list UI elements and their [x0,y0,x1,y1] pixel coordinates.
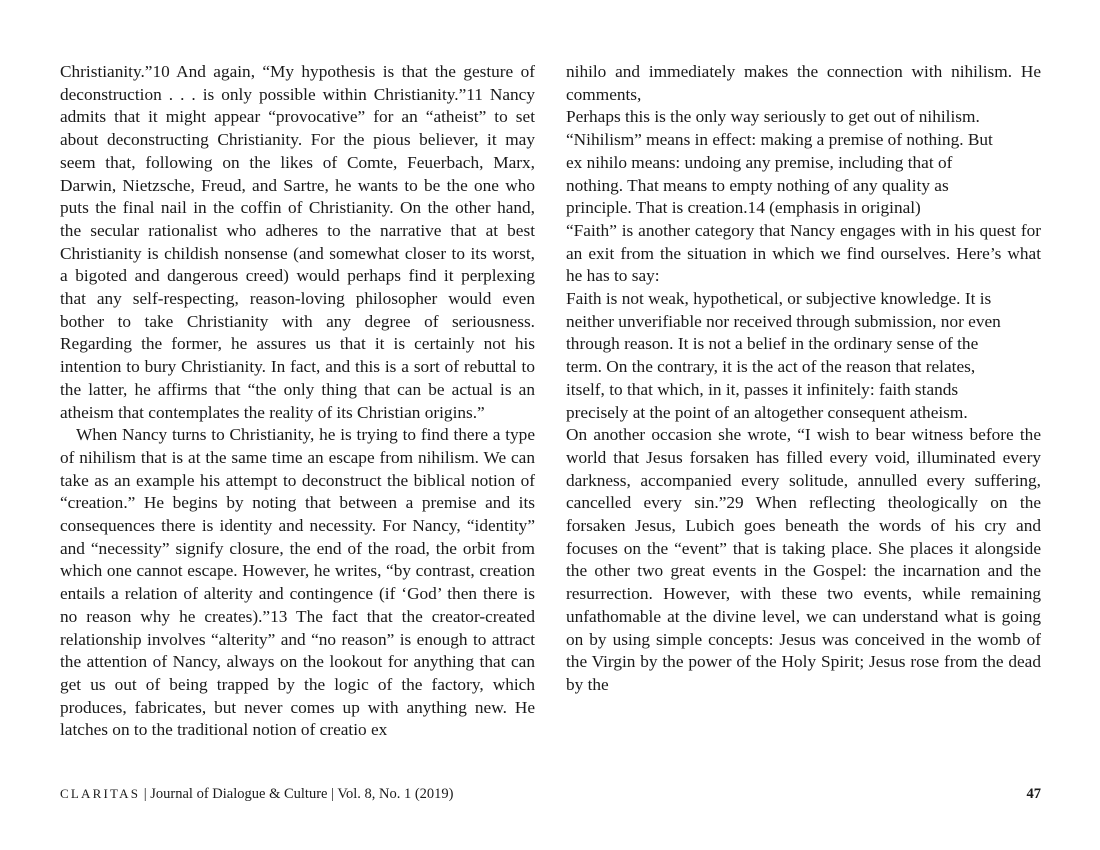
body-paragraph: When Nancy turns to Christianity, he is trying to find there a type of nihilism that is at the same time an escape from nihilism. We can take as an example his attempt to deconstruct the biblical notion of “creation.” He begins by noting that between a premise and its consequences there is identity and necessity. For Nancy, “identity” and “necessity” signify closure, the end of the road, the orbit from which one cannot escape. However, he writes, “by contrast, creation entails a relation of alterity and contingence (if ‘God’ then there is no reason why he creates).”13 The fact that the creator-created relationship involves “alterity” and “no reason” is enough to attract the attention of Nancy, always on the lookout for anything that can get us out of being trapped by the logic of the factory, which produces, fabricates, but never comes up with anything new. He latches on to the traditional notion of creatio ex [60,425,535,740]
body-paragraph: Christianity.”10 And again, “My hypothesis is that the gesture of deconstruction . . . is only possible within Christianity.”11 Nancy admits that it might appear “provocative” for an “atheist” to set about deconstructing Christianity. For the pious believer, it may seem that, following on the likes of Comte, Feuerbach, Marx, Darwin, Nietzsche, Freud, and Sartre, he wants to be the one who puts the final nail in the coffin of Christianity. On the other hand, the secular rationalist who adheres to the narrative that at best Christianity is childish nonsense (and somewhat closer to its worst, a bigoted and dangerous creed) would perhaps find it perplexing that any self-respecting, reason-loving philosopher would even bother to take Christianity with any degree of seriousness. Regarding the former, he assures us that it is certainly not his intention to bury Christianity. In fact, and this is a sort of rebuttal to the latter, he affirms that “the only thing that can be actual is an atheism that contemplates the reality of its Christian origins.” [60,62,535,422]
body-paragraph: nihilo and immediately makes the connection with nihilism. He comments, [566,62,1041,104]
journal-citation [60,784,454,804]
journal-name: CLARITAS [60,786,141,801]
block-quote: Perhaps this is the only way seriously to get out of nihilism. “Nihilism” means in effect: making a premise of nothing. But ex nihilo means: undoing any premise, including that of nothing. That means to empty nothing of any quality as principle. That is creation.14 (emphasis in original) [566,107,993,218]
page-number: 47 [1026,786,1041,802]
block-quote: Faith is not weak, hypothetical, or subjective knowledge. It is neither unverifiable nor received through submission, nor even through reason. It is not a belief in the ordinary sense of the term. On the contrary, it is the act of the reason that relates, itself, to that which, in it, passes it infinitely: faith stands precisely at the point of an altogether consequent atheism. [566,289,1001,422]
body-paragraph: On another occasion she wrote, “I wish to bear witness before the world that Jesus forsaken has filled every void, illuminated every darkness, accompanied every solitude, annulled every suffering, cancelled every sin.”29 When reflecting theologically on the forsaken Jesus, Lubich goes beneath the words of his cry and focuses on the “event” that is taking place. She places it alongside the other two great events in the Gospel: the incarnation and the resurrection. However, with these two events, while remaining unfathomable at the divine level, we can understand what is going on by using simple concepts: Jesus was conceived in the womb of the Virgin by the power of the Holy Spirit; Jesus rose from the dead by the [566,425,1041,694]
left-column [60,61,535,742]
body-paragraph: “Faith” is another category that Nancy engages with in his quest for an exit from the situation in which we find ourselves. Here’s what he has to say: [566,220,1041,286]
journal-details: | Journal of Dialogue & Culture | Vol. 8, No. 1 (2019) [143,786,454,802]
page-footer [60,784,1041,804]
right-column [566,61,1041,697]
